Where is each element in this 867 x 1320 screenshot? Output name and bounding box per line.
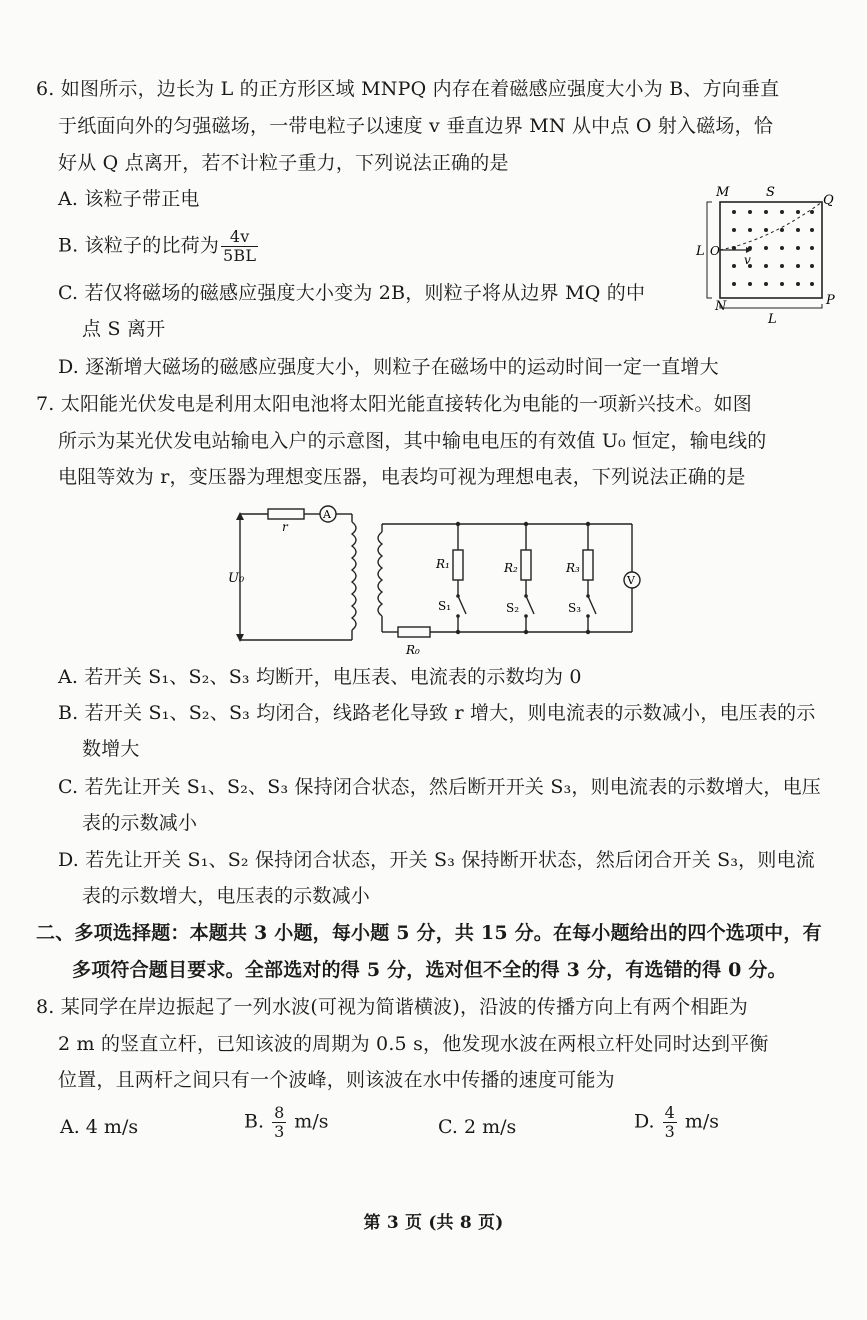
voltmeter-label: V [627,574,635,587]
q8-option-d-fraction [663,1104,677,1141]
q8-option-b-label: B. [244,1110,265,1133]
section-2-instructions-line-1: 二、多项选择题：本题共 3 小题，每小题 5 分，共 15 分。在每小题给出的四个选项中，有 [36,922,822,944]
q8-option-b-unit: m/s [294,1110,329,1133]
ammeter-label: A [323,508,331,521]
label-v: v [744,253,751,267]
resistor-r3 [583,550,593,580]
q7-option-c-line-2: 表的示数减小 [82,812,198,834]
q7-option-a: A. 若开关 S₁、S₂、S₃ 均断开，电压表、电流表的示数均为 0 [58,666,582,688]
switch-s2 [526,596,534,614]
label-o: O [710,244,720,258]
label-n: N [715,299,727,314]
label-s3: S₃ [568,601,582,615]
q6-option-a: A. 该粒子带正电 [58,188,200,210]
fraction-denominator: 3 [664,1122,675,1141]
q8-option-c: C. 2 m/s [438,1116,517,1138]
q6-stem-line-3: 好从 Q 点离开，若不计粒子重力，下列说法正确的是 [58,152,509,174]
q7-option-c-line-1: C. 若先让开关 S₁、S₂、S₃ 保持闭合状态，然后断开开关 S₃，则电流表的示数增大，电压 [58,776,821,798]
section-2-instructions-line-2: 多项符合题目要求。全部选对的得 5 分，选对但不全的得 3 分，有选错的得 0 分。 [72,959,787,981]
label-q: Q [823,193,834,208]
fraction-denominator: 3 [274,1122,285,1141]
fraction-numerator: 8 [274,1103,285,1122]
q6-option-b-label: B. 该粒子的比荷为 [58,234,220,257]
label-s: S [766,185,775,200]
label-u0: U₀ [228,571,245,586]
label-s2: S₂ [506,601,520,615]
q6-stem-line-2: 于纸面向外的匀强磁场，一带电粒子以速度 v 垂直边界 MN 从中点 O 射入磁场，恰 [58,115,774,137]
q6-option-c-line-2: 点 S 离开 [82,318,166,340]
label-r2: R₂ [504,561,518,575]
q8-option-d-unit: m/s [684,1110,720,1133]
bottom-dimension-bracket [720,304,822,308]
particle-trajectory [720,202,822,250]
q7-circuit-diagram [226,500,646,660]
label-s1: S₁ [438,599,452,613]
label-r: r [282,520,288,534]
q8-stem-line-3: 位置，且两杆之间只有一个波峰，则该波在水中传播的速度可能为 [58,1069,615,1091]
resistor-r [268,509,304,519]
label-r3: R₃ [566,561,580,575]
q6-stem-line-1: 6. 如图所示，边长为 L 的正方形区域 MNPQ 内存在着磁感应强度大小为 B、方向垂直 [36,78,780,100]
switch-s3 [588,596,596,614]
resistor-r2 [521,550,531,580]
q7-option-b-line-2: 数增大 [82,738,140,760]
q8-option-d-label: D. [634,1110,655,1133]
fraction-denominator: 5BL [223,246,257,265]
q8-option-d [634,1104,719,1141]
secondary-coil [378,532,382,616]
label-r1: R₁ [436,557,450,571]
q6-option-b [58,228,260,265]
page-footer: 第 3 页 (共 8 页) [363,1213,504,1233]
q8-option-a: A. 4 m/s [60,1116,139,1138]
magnetic-field-dots [732,210,814,286]
label-p: P [826,293,835,308]
q7-option-b-line-1: B. 若开关 S₁、S₂、S₃ 均闭合，线路老化导致 r 增大，则电流表的示数减小，电压表的示 [58,702,816,724]
q7-option-d-line-1: D. 若先让开关 S₁、S₂ 保持闭合状态，开关 S₃ 保持断开状态，然后闭合开关 S₃，则电流 [58,849,815,871]
q8-stem-line-1: 8. 某同学在岸边振起了一列水波(可视为简谐横波)，沿波的传播方向上有两个相距为 [36,996,748,1018]
q7-stem-line-2: 所示为某光伏发电站输电入户的示意图，其中输电电压的有效值 U₀ 恒定，输电线的 [58,430,767,452]
q6-option-c-line-1: C. 若仅将磁场的磁感应强度大小变为 2B，则粒子将从边界 MQ 的中 [58,282,646,304]
q6-magnetic-field-figure [690,180,840,330]
label-r0: R₀ [406,643,420,657]
label-l-bottom: L [768,312,777,327]
primary-coil [352,522,356,630]
q7-stem-line-1: 7. 太阳能光伏发电是利用太阳电池将太阳光能直接转化为电能的一项新兴技术。如图 [36,393,752,415]
q8-option-b-fraction [272,1104,286,1141]
q8-option-b [244,1104,328,1141]
fraction-numerator: 4v [221,228,258,247]
q6-option-d: D. 逐渐增大磁场的磁感应强度大小，则粒子在磁场中的运动时间一定一直增大 [58,356,719,378]
label-m: M [716,185,730,200]
q7-option-d-line-2: 表的示数增大，电压表的示数减小 [82,885,371,907]
resistor-r1 [453,550,463,580]
q8-stem-line-2: 2 m 的竖直立杆，已知该波的周期为 0.5 s，他发现水波在两根立杆处同时达到平衡 [58,1033,769,1055]
resistor-r0 [398,627,430,637]
fraction-numerator: 4 [664,1103,675,1122]
junction-dots [236,512,590,642]
q6-option-b-fraction [221,228,258,265]
switch-s1 [458,596,466,614]
q7-stem-line-3: 电阻等效为 r，变压器为理想变压器，电表均可视为理想电表，下列说法正确的是 [58,466,746,488]
label-l-left: L [696,244,705,259]
